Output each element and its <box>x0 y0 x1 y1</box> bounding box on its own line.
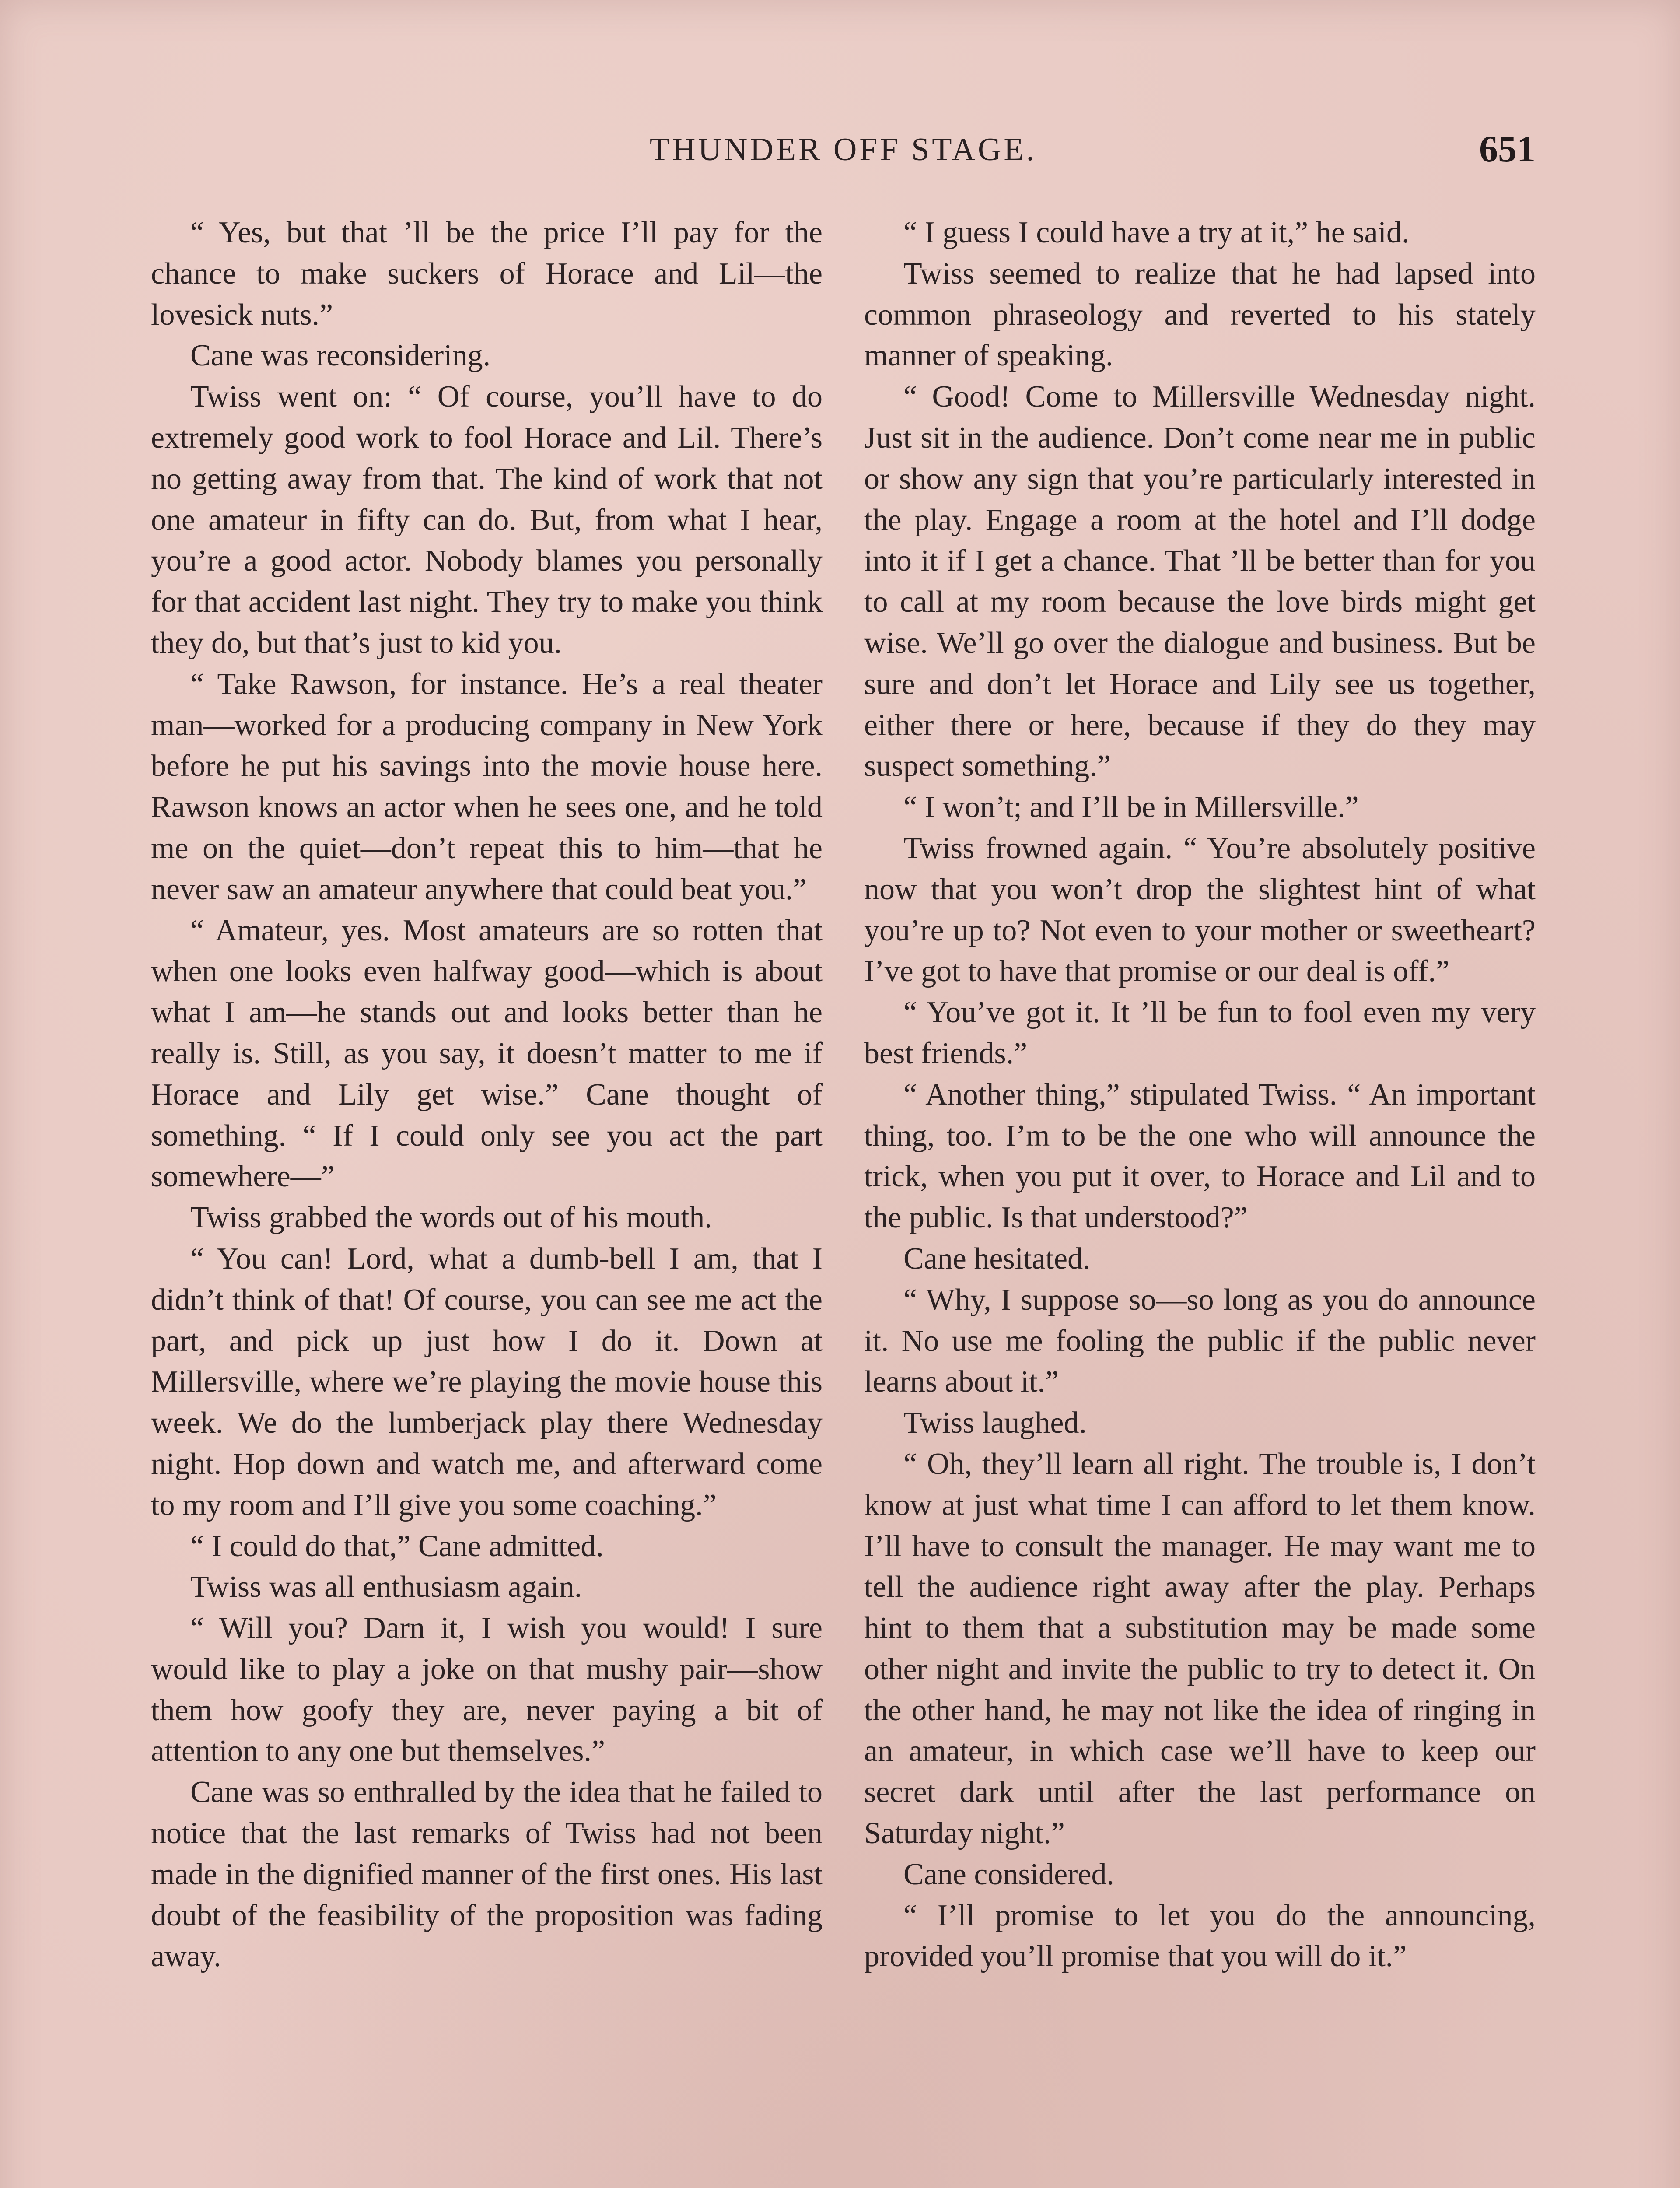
paragraph: “ Good! Come to Millersville Wednesday night. Just sit in the audience. Don’t come near me in public or show any sign that you’re particularly interested in the play. Engage a room at the hotel and I’ll dodge into it if I get a chance. That ’ll be better than for you to call at my room because the love birds might get wise. We’ll go over the dialogue and business. But be sure and don’t let Horace and Lily see us together, either there or here, because if they do they may suspect something.” <box>864 380 1536 783</box>
paragraph: “ Amateur, yes. Most amateurs are so rotten that when one looks even halfway good—which is about what I am—he stands out and looks better than he really is. Still, as you say, it doesn’t matter to me if Horace and Lily get wise.” Cane thought of something. “ If I could only see you act the part somewhere—” <box>151 913 822 1194</box>
paragraph: “ I guess I could have a try at it,” he said. <box>903 216 1410 249</box>
paragraph: “ Will you? Darn it, I wish you would! I sure would like to play a joke on that mushy pair—show them how goofy they are, never paying a bit of attention to any one but themselves.” <box>151 1611 822 1768</box>
paragraph: Cane was so enthralled by the idea that he failed to notice that the last remarks of Twiss had not been made in the dignified manner of the first ones. His last doubt of the feasibility of the proposition was fading away. <box>151 1775 822 1974</box>
paragraph: Twiss frowned again. “ You’re absolutely positive now that you won’t drop the slightest hint of what you’re up to? Not even to your mother or sweetheart? I’ve got to have that promise or our deal is off.” <box>864 831 1536 989</box>
paragraph: “ Why, I suppose so—so long as you do announce it. No use me fooling the public if the public never learns about it.” <box>864 1283 1536 1399</box>
paragraph: “ I could do that,” Cane admitted. <box>190 1529 604 1563</box>
page-number: 651 <box>1479 128 1536 170</box>
paragraph: Twiss grabbed the words out of his mouth. <box>190 1201 712 1235</box>
paragraph: Twiss seemed to realize that he had lapsed into common phraseology and reverted to his stately manner of speaking. <box>864 256 1536 373</box>
paragraph: Twiss laughed. <box>903 1406 1087 1440</box>
page-header <box>151 127 1536 175</box>
paragraph: Cane considered. <box>903 1857 1115 1891</box>
paragraph: “ Another thing,” stipulated Twiss. “ An important thing, too. I’m to be the one who will announce the trick, when you put it over, to Horace and Lil and to the public. Is that understood?” <box>864 1077 1536 1235</box>
left-column <box>151 212 822 1977</box>
right-column <box>864 212 1536 1977</box>
paragraph: “ You’ve got it. It ’ll be fun to fool even my very best friends.” <box>864 996 1536 1070</box>
paragraph: Twiss was all enthusiasm again. <box>190 1570 582 1604</box>
paragraph: “ You can! Lord, what a dumb-bell I am, that I didn’t think of that! Of course, you can see me act the part, and pick up just how I do it. Down at Millersville, where we’re playing the movie house this week. We do the lumberjack play there Wednesday night. Hop down and watch me, and afterward come to my room and I’ll give you some coaching.” <box>151 1241 822 1522</box>
paragraph: “ Yes, but that ’ll be the price I’ll pay for the chance to make suckers of Horace and Lil—the lovesick nuts.” <box>151 216 822 332</box>
paragraph: “ I won’t; and I’ll be in Millersville.” <box>903 790 1359 824</box>
running-title: THUNDER OFF STAGE. <box>649 132 1037 168</box>
paragraph: Cane hesitated. <box>903 1241 1091 1276</box>
paragraph: “ Take Rawson, for instance. He’s a real theater man—worked for a producing company in New York before he put his savings into the movie house here. Rawson knows an actor when he sees one, and he told me on the quiet—don’t repeat this to him—that he never saw an amateur anywhere that could beat you.” <box>151 667 822 906</box>
paragraph: “ Oh, they’ll learn all right. The trouble is, I don’t know at just what time I can afford to let them know. I’ll have to consult the manager. He may want me to tell the audience right away after the play. Perhaps hint to them that a substitution may be made some other night and invite the public to try to detect it. On the other hand, he may not like the idea of ringing in an amateur, in which case we’ll have to keep our secret dark until after the last performance on Saturday night.” <box>864 1447 1536 1851</box>
paragraph: “ I’ll promise to let you do the announcing, provided you’ll promise that you will do it.” <box>864 1898 1536 1974</box>
paragraph: Twiss went on: “ Of course, you’ll have to do extremely good work to fool Horace and Lil. There’s no getting away from that. The kind of work that not one amateur in fifty can do. But, from what I hear, you’re a good actor. Nobody blames you personally for that accident last night. They try to make you think they do, but that’s just to kid you. <box>151 380 822 660</box>
paragraph: Cane was reconsidering. <box>190 339 491 373</box>
